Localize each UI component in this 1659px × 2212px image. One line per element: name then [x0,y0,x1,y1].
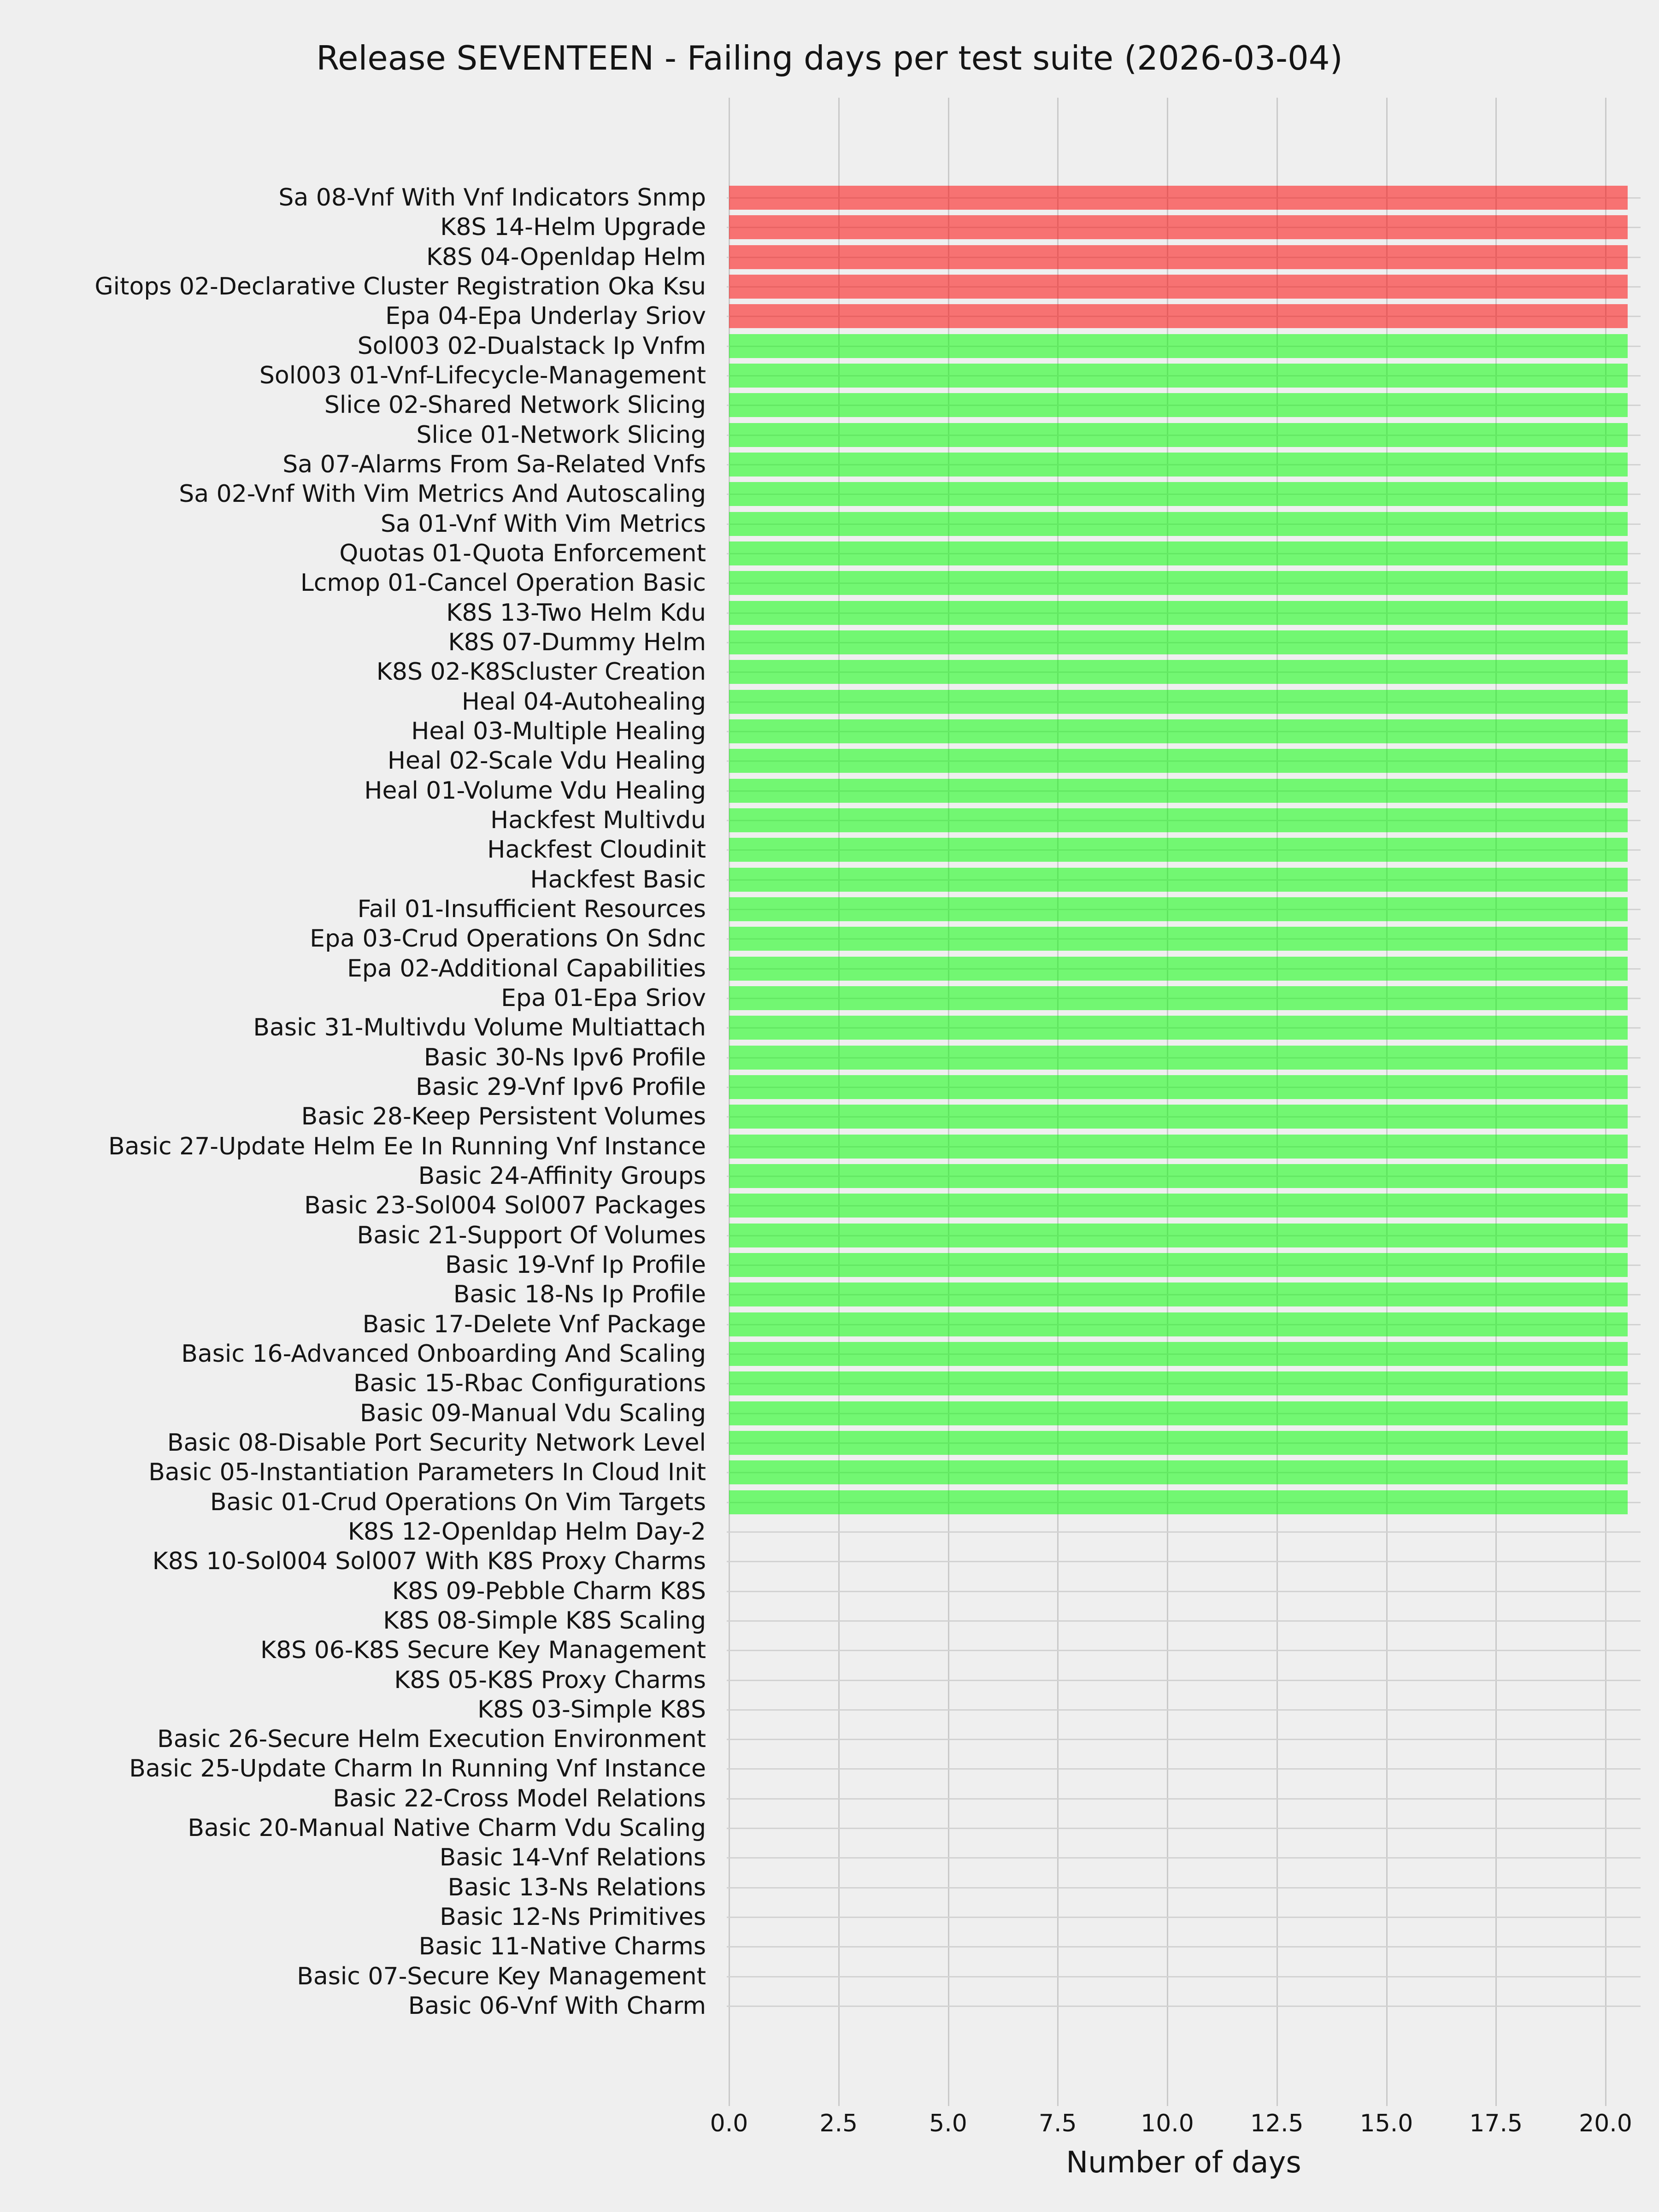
y-axis-label: Epa 03-Crud Operations On Sdnc [310,925,706,953]
x-tick-label: 10.0 [1141,2110,1194,2137]
y-axis-label: Basic 29-Vnf Ipv6 Profile [416,1073,706,1101]
y-axis-label: Basic 18-Ns Ip Profile [453,1281,706,1309]
y-axis-label: K8S 06-K8S Secure Key Management [260,1636,706,1665]
y-axis-label: Basic 08-Disable Port Security Network Level [167,1429,706,1457]
y-axis-label: Basic 07-Secure Key Management [297,1962,706,1990]
y-axis-label: Basic 05-Instantiation Parameters In Cloud Init [148,1459,706,1487]
y-axis-label: K8S 13-Two Helm Kdu [446,599,706,627]
x-tick-label: 2.5 [819,2110,858,2137]
y-axis-label: K8S 10-Sol004 Sol007 With K8S Proxy Charms [152,1547,706,1576]
y-axis-label: Hackfest Cloudinit [487,836,706,864]
x-tick-mark [1495,2097,1497,2106]
x-tick-mark [1605,2097,1606,2106]
x-tick-label: 7.5 [1038,2110,1077,2137]
y-axis-label: Basic 26-Secure Helm Execution Environment [157,1725,706,1753]
y-axis-label: Basic 06-Vnf With Charm [408,1992,706,2020]
x-axis-title: Number of days [1066,2146,1301,2180]
x-tick-mark [1057,2097,1059,2106]
y-axis-label: Hackfest Basic [530,865,706,894]
y-axis-label: Basic 11-Native Charms [418,1933,706,1961]
y-axis-label: Fail 01-Insufficient Resources [357,895,706,923]
y-axis-label: Basic 25-Update Charm In Running Vnf Instance [129,1755,706,1783]
y-axis-label: Sa 01-Vnf With Vim Metrics [380,510,706,538]
y-axis-label: Sa 07-Alarms From Sa-Related Vnfs [282,450,706,478]
y-axis-label: Heal 02-Scale Vdu Healing [387,747,706,775]
y-axis-label: Sa 02-Vnf With Vim Metrics And Autoscaling [179,480,706,508]
y-axis-label: Sol003 01-Vnf-Lifecycle-Management [259,361,706,389]
y-axis-label: Sa 08-Vnf With Vnf Indicators Snmp [278,184,706,212]
y-axis-label: Heal 03-Multiple Healing [411,717,706,745]
y-axis-label: K8S 09-Pebble Charm K8S [392,1577,706,1605]
y-axis-label: K8S 08-Simple K8S Scaling [383,1606,706,1635]
y-axis-label: Lcmop 01-Cancel Operation Basic [300,569,706,597]
y-axis-label: Gitops 02-Declarative Cluster Registration Oka Ksu [94,272,706,300]
y-axis-label: Heal 04-Autohealing [461,688,706,716]
x-tick-mark [1167,2097,1168,2106]
x-tick-label: 15.0 [1359,2110,1413,2137]
y-axis-label: Slice 02-Shared Network Slicing [324,391,706,419]
y-axis-label: Epa 01-Epa Sriov [501,984,706,1012]
x-tick-label: 20.0 [1579,2110,1632,2137]
y-axis-label: Basic 09-Manual Vdu Scaling [359,1399,706,1427]
y-axis-label: Quotas 01-Quota Enforcement [339,539,706,567]
y-axis-label: K8S 04-Openldap Helm [426,243,706,271]
y-axis-label: K8S 14-Helm Upgrade [440,213,706,241]
x-tick-mark [729,2097,730,2106]
y-axis-label: Heal 01-Volume Vdu Healing [364,777,706,805]
y-axis-label: Basic 23-Sol004 Sol007 Packages [304,1192,706,1220]
y-axis-label: Basic 28-Keep Persistent Volumes [301,1103,706,1131]
y-axis-label: Hackfest Multivdu [490,806,706,834]
y-axis-label: Epa 04-Epa Underlay Sriov [385,302,706,330]
y-axis-label: Basic 20-Manual Native Charm Vdu Scaling [188,1814,706,1842]
y-axis-label: Basic 01-Crud Operations On Vim Targets [210,1488,706,1516]
y-axis-label: K8S 12-Openldap Helm Day-2 [347,1518,706,1546]
y-axis-label: Slice 01-Network Slicing [416,421,706,449]
y-axis-label: Basic 21-Support Of Volumes [357,1221,706,1249]
x-tick-label: 17.5 [1469,2110,1523,2137]
y-axis-label: Basic 14-Vnf Relations [439,1844,706,1872]
y-axis-label: Basic 15-Rbac Configurations [353,1370,706,1398]
y-axis-label: Basic 19-Vnf Ip Profile [445,1251,706,1279]
y-axis-label: K8S 07-Dummy Helm [448,628,706,656]
y-axis-label: Basic 27-Update Helm Ee In Running Vnf Instance [108,1132,706,1160]
x-tick-mark [1277,2097,1278,2106]
y-axis-label: Sol003 02-Dualstack Ip Vnfm [357,332,706,360]
y-axis-label: Epa 02-Additional Capabilities [347,954,706,982]
chart-title: Release SEVENTEEN - Failing days per test suite (2026-03-04) [316,39,1343,77]
y-axis-label: K8S 05-K8S Proxy Charms [394,1666,706,1694]
y-axis-label: Basic 30-Ns Ipv6 Profile [424,1043,706,1071]
x-tick-label: 0.0 [710,2110,748,2137]
x-tick-label: 5.0 [929,2110,967,2137]
y-axis-label: K8S 02-K8Scluster Creation [376,658,706,686]
y-axis-label: Basic 13-Ns Relations [447,1873,706,1901]
x-tick-mark [838,2097,840,2106]
y-axis-label: Basic 16-Advanced Onboarding And Scaling [181,1340,706,1368]
y-axis-label: Basic 24-Affinity Groups [418,1162,706,1190]
x-tick-label: 12.5 [1250,2110,1304,2137]
y-axis-label: Basic 12-Ns Primitives [440,1903,706,1931]
y-axis-label: K8S 03-Simple K8S [477,1695,706,1724]
y-axis-label: Basic 22-Cross Model Relations [333,1784,706,1812]
y-axis-label: Basic 31-Multivdu Volume Multiattach [253,1014,706,1042]
y-axis-label: Basic 17-Delete Vnf Package [362,1310,706,1338]
x-tick-mark [948,2097,949,2106]
x-tick-mark [1386,2097,1388,2106]
